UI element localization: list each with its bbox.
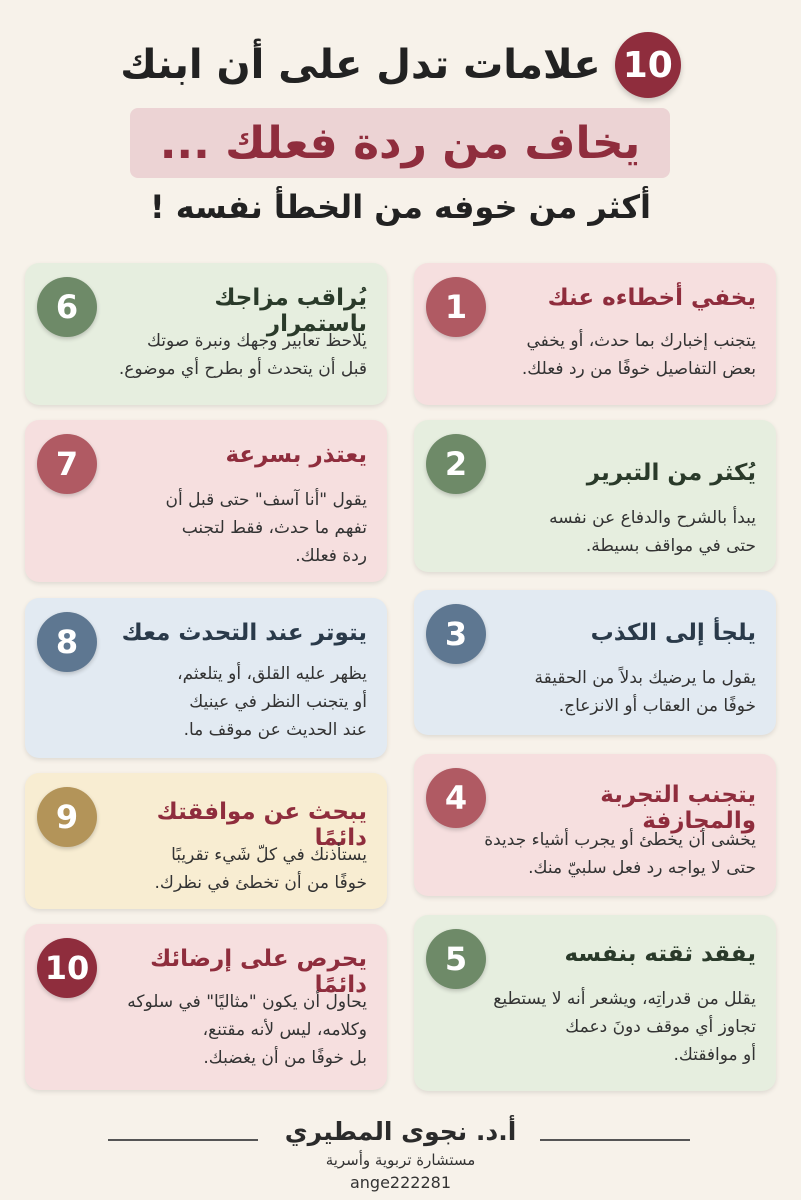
card-title: يعتذر بسرعة	[225, 442, 367, 468]
subtitle-band	[130, 108, 670, 178]
card-title: يخفي أخطاءه عنك	[547, 285, 756, 311]
sign-card-7	[25, 420, 387, 582]
sign-card-1	[414, 263, 776, 405]
card-title: يتجنب التجربة والمجازفة	[600, 782, 756, 834]
card-number-badge: 5	[426, 929, 486, 989]
footer	[0, 1105, 801, 1200]
card-number-badge: 10	[37, 938, 97, 998]
card-title: يفقد ثقته بنفسه	[564, 941, 756, 967]
title-row	[0, 30, 801, 100]
card-body: يظهر عليه القلق، أو يتلعثم، أو يتجنب النظر في عينيك عند الحديث عن موقف ما.	[177, 664, 367, 740]
card-number-badge: 3	[426, 604, 486, 664]
card-number-badge: 2	[426, 434, 486, 494]
card-body: يخشى أن يخطئ أو يجرب أشياء جديدة حتى لا يواجه رد فعل سلبيّ منك.	[484, 830, 756, 878]
card-title: يُكثر من التبرير	[586, 460, 756, 486]
sign-card-8	[25, 598, 387, 758]
card-title: يتوتر عند التحدث معك	[121, 620, 367, 646]
card-body: يقول "أنا آسف" حتى قبل أن تفهم ما حدث، فقط لتجنب ردة فعلك.	[165, 490, 367, 566]
author-role: مستشارة تربوية وأسرية	[325, 1151, 476, 1169]
header	[0, 0, 801, 250]
author-handle: ange222281	[349, 1173, 452, 1192]
card-body: يبدأ بالشرح والدفاع عن نفسه حتى في مواقف بسيطة.	[549, 508, 756, 556]
card-title: يبحث عن موافقتك دائمًا	[156, 799, 367, 851]
card-title: يلجأ إلى الكذب	[590, 620, 756, 646]
page-title: علامات تدل على أن ابنك	[120, 42, 601, 88]
sign-card-6	[25, 263, 387, 405]
sign-card-2	[414, 420, 776, 572]
card-number-badge: 9	[37, 787, 97, 847]
card-body: يحاول أن يكون "مثاليًا" في سلوكه وكلامه، ليس لأنه مقتنع، بل خوفًا من أن يغضبك.	[127, 992, 367, 1068]
card-title: يحرص على إرضائك دائمًا	[150, 946, 367, 998]
card-number-badge: 8	[37, 612, 97, 672]
sign-card-4	[414, 754, 776, 896]
card-number-badge: 6	[37, 277, 97, 337]
card-body: يقلل من قدراتِه، ويشعر أنه لا يستطيع تجاوز أي موقف دونَ دعمك أو موافقتك.	[493, 989, 756, 1065]
sign-card-10	[25, 924, 387, 1090]
card-body: يلاحظ تعابير وجهك ونبرة صوتك قبل أن يتحدث أو بطرح أي موضوع.	[118, 331, 367, 379]
sign-card-5	[414, 915, 776, 1091]
card-number-badge: 1	[426, 277, 486, 337]
card-title: يُراقب مزاجك باستمرار	[214, 285, 367, 337]
sign-card-9	[25, 773, 387, 909]
card-number-badge: 7	[37, 434, 97, 494]
author-name: أ.د. نجوى المطيري	[284, 1117, 517, 1146]
page-subtitle: يخاف من ردة فعلك ...	[159, 117, 641, 169]
card-body: يستأذنك في كلّ شَيء تقريبًا خوفًا من أن تخطئ في نظرك.	[154, 845, 367, 893]
card-body: يتجنب إخبارك بما حدث، أو يخفي بعض التفاصيل خوفًا من رد فعلك.	[521, 331, 756, 379]
sign-card-3	[414, 590, 776, 735]
card-body: يقول ما يرضيك بدلاً من الحقيقة خوفًا من العقاب أو الانزعاج.	[534, 668, 756, 716]
page-tagline: أكثر من خوفه من الخطأ نفسه !	[150, 188, 651, 226]
title-number-badge: 10	[615, 32, 681, 98]
card-number-badge: 4	[426, 768, 486, 828]
